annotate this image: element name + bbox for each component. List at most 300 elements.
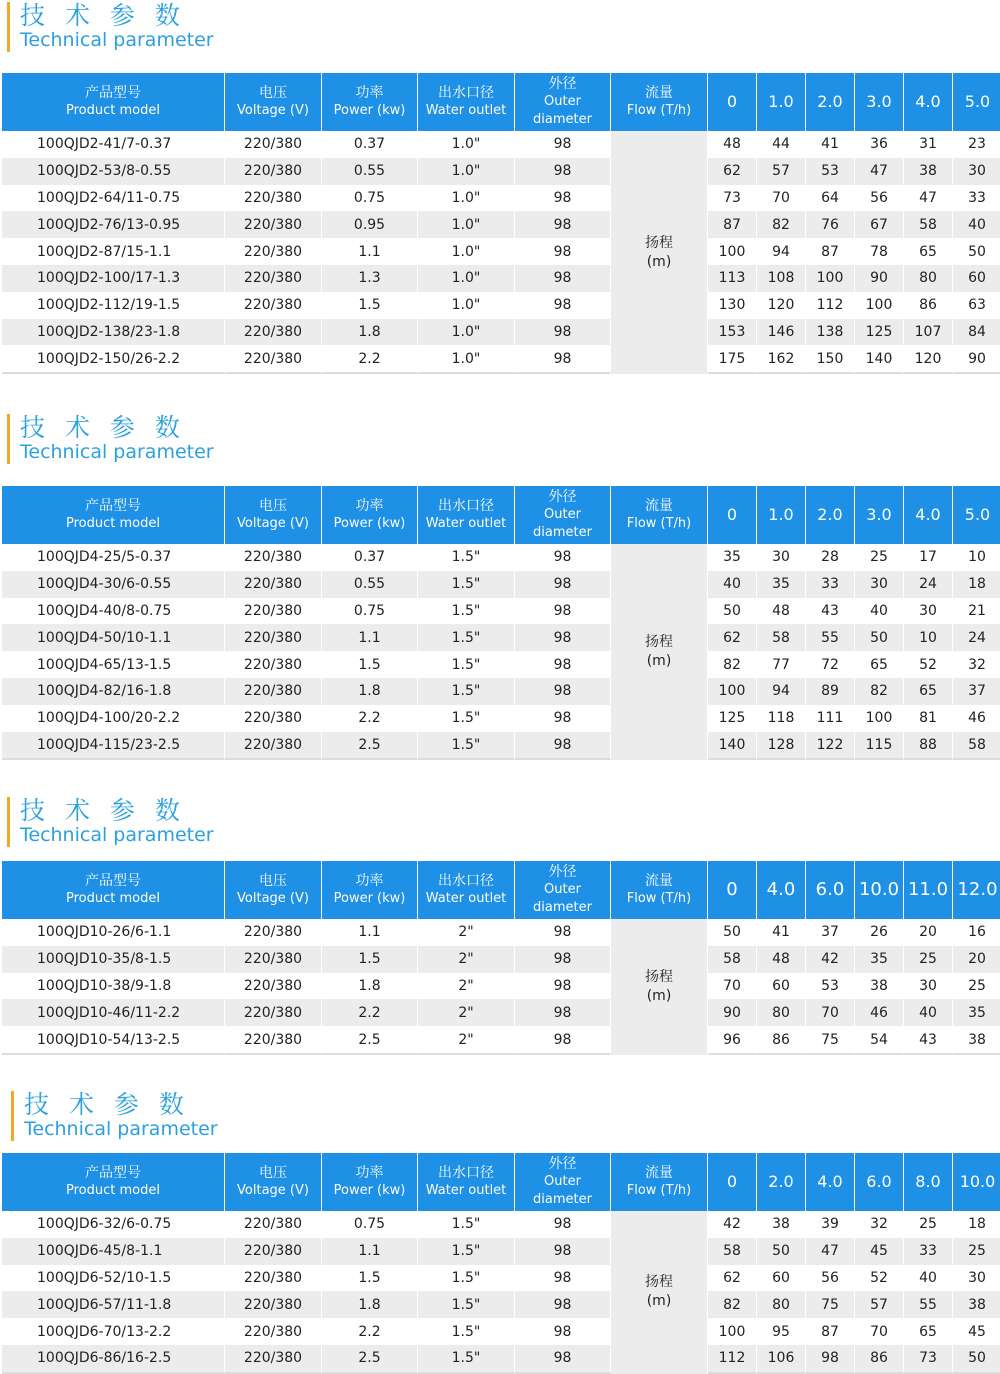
spec-table	[2, 1153, 1000, 1374]
cell-power: 1.3	[322, 265, 418, 292]
header-flow-point: 3.0	[855, 486, 904, 544]
cell-model: 100QJD2-87/15-1.1	[2, 238, 225, 265]
header-model-en: Product model	[66, 516, 160, 531]
header-power-cn: 功率	[355, 1165, 384, 1181]
cell-voltage: 220/380	[225, 732, 322, 761]
cell-head-value: 94	[757, 238, 806, 265]
cell-voltage: 220/380	[225, 999, 322, 1026]
header-flow-point: 3.0	[855, 73, 904, 131]
cell-head-value: 50	[757, 1238, 806, 1265]
cell-head-value: 41	[757, 919, 806, 946]
cell-power: 2.2	[322, 705, 418, 732]
header-voltage-cn: 电压	[259, 873, 287, 889]
cell-head-value: 25	[904, 946, 953, 973]
table-row	[2, 1026, 1000, 1055]
cell-head-value: 58	[953, 732, 1000, 761]
header-voltage-en: Voltage (V)	[237, 516, 309, 531]
cell-voltage: 220/380	[225, 571, 322, 598]
accent-bar	[7, 797, 10, 847]
header-power-cn: 功率	[355, 498, 384, 514]
head-label-cell	[611, 1211, 708, 1374]
header-diameter-en: Outer diameter	[533, 882, 592, 915]
table-row	[2, 544, 1000, 571]
heading-cn: 技 术 参 数	[20, 1, 186, 30]
cell-head-value: 84	[953, 319, 1000, 346]
cell-head-value: 112	[806, 292, 855, 319]
table-row	[2, 292, 1000, 319]
cell-power: 0.55	[322, 158, 418, 185]
cell-head-value: 82	[708, 651, 757, 678]
cell-head-value: 42	[806, 946, 855, 973]
cell-head-value: 108	[757, 265, 806, 292]
table-row	[2, 211, 1000, 238]
cell-head-value: 153	[708, 319, 757, 346]
cell-head-value: 43	[806, 598, 855, 625]
header-row	[2, 486, 1000, 544]
cell-head-value: 18	[953, 571, 1000, 598]
cell-head-value: 75	[806, 1026, 855, 1055]
cell-model: 100QJD6-70/13-2.2	[2, 1318, 225, 1345]
cell-head-value: 86	[855, 1345, 904, 1374]
cell-voltage: 220/380	[225, 678, 322, 705]
cell-voltage: 220/380	[225, 705, 322, 732]
cell-head-value: 38	[953, 1291, 1000, 1318]
table-row	[2, 345, 1000, 374]
header-flow-point: 11.0	[904, 861, 953, 919]
cell-head-value: 56	[806, 1265, 855, 1292]
table-row	[2, 624, 1000, 651]
cell-head-value: 70	[855, 1318, 904, 1345]
table-row	[2, 919, 1000, 946]
cell-voltage: 220/380	[225, 131, 322, 158]
cell-outlet: 1.5"	[418, 1291, 515, 1318]
cell-diameter: 98	[515, 705, 611, 732]
header-flow-point: 1.0	[757, 73, 806, 131]
header-flow-en: Flow (T/h)	[626, 103, 692, 118]
cell-head-value: 63	[953, 292, 1000, 319]
cell-model: 100QJD6-57/11-1.8	[2, 1291, 225, 1318]
cell-outlet: 1.5"	[418, 1265, 515, 1292]
header-flow-cn: 流量	[645, 1165, 673, 1181]
cell-power: 1.1	[322, 1238, 418, 1265]
cell-head-value: 77	[757, 651, 806, 678]
cell-head-value: 53	[806, 158, 855, 185]
cell-model: 100QJD4-30/6-0.55	[2, 571, 225, 598]
cell-head-value: 33	[806, 571, 855, 598]
cell-head-value: 86	[904, 292, 953, 319]
cell-outlet: 1.5"	[418, 1211, 515, 1238]
cell-head-value: 100	[855, 705, 904, 732]
cell-head-value: 80	[757, 999, 806, 1026]
cell-voltage: 220/380	[225, 265, 322, 292]
table-row	[2, 705, 1000, 732]
cell-head-value: 35	[757, 571, 806, 598]
cell-outlet: 1.5"	[418, 624, 515, 651]
cell-head-value: 47	[904, 185, 953, 212]
header-power-en: Power (kw)	[333, 891, 406, 906]
cell-head-value: 100	[855, 292, 904, 319]
table-row	[2, 571, 1000, 598]
cell-head-value: 138	[806, 319, 855, 346]
cell-head-value: 44	[757, 131, 806, 158]
cell-head-value: 40	[708, 571, 757, 598]
cell-head-value: 78	[855, 238, 904, 265]
cell-head-value: 106	[757, 1345, 806, 1374]
cell-head-value: 80	[904, 265, 953, 292]
cell-diameter: 98	[515, 211, 611, 238]
spec-table	[2, 486, 1000, 760]
cell-head-value: 38	[757, 1211, 806, 1238]
header-power	[322, 861, 418, 919]
cell-head-value: 37	[806, 919, 855, 946]
cell-diameter: 98	[515, 185, 611, 212]
heading-en: Technical parameter	[20, 29, 214, 51]
table-row	[2, 1238, 1000, 1265]
cell-head-value: 60	[953, 265, 1000, 292]
cell-outlet: 1.0"	[418, 292, 515, 319]
cell-power: 0.95	[322, 211, 418, 238]
cell-voltage: 220/380	[225, 1211, 322, 1238]
cell-power: 1.8	[322, 973, 418, 1000]
header-model	[2, 1153, 225, 1211]
cell-head-value: 125	[708, 705, 757, 732]
spec-table	[2, 73, 1000, 374]
cell-head-value: 98	[806, 1345, 855, 1374]
cell-voltage: 220/380	[225, 1026, 322, 1055]
header-flow	[611, 486, 708, 544]
header-model-cn: 产品型号	[85, 498, 141, 514]
header-row	[2, 861, 1000, 919]
cell-head-value: 60	[757, 973, 806, 1000]
cell-head-value: 82	[757, 211, 806, 238]
cell-head-value: 125	[855, 319, 904, 346]
cell-head-value: 100	[708, 238, 757, 265]
cell-head-value: 24	[904, 571, 953, 598]
cell-voltage: 220/380	[225, 624, 322, 651]
cell-head-value: 65	[904, 238, 953, 265]
cell-outlet: 2"	[418, 1026, 515, 1055]
cell-voltage: 220/380	[225, 238, 322, 265]
cell-diameter: 98	[515, 598, 611, 625]
cell-model: 100QJD10-35/8-1.5	[2, 946, 225, 973]
cell-head-value: 80	[757, 1291, 806, 1318]
section-heading	[7, 412, 307, 468]
cell-head-value: 28	[806, 544, 855, 571]
cell-diameter: 98	[515, 238, 611, 265]
cell-head-value: 128	[757, 732, 806, 761]
cell-model: 100QJD6-45/8-1.1	[2, 1238, 225, 1265]
cell-head-value: 118	[757, 705, 806, 732]
cell-head-value: 35	[708, 544, 757, 571]
cell-head-value: 45	[953, 1318, 1000, 1345]
cell-head-value: 113	[708, 265, 757, 292]
table-row	[2, 732, 1000, 761]
header-outlet-en: Water outlet	[425, 103, 507, 118]
cell-power: 1.5	[322, 1265, 418, 1292]
head-label-unit: (m)	[646, 1293, 672, 1310]
cell-power: 0.37	[322, 544, 418, 571]
cell-head-value: 40	[953, 211, 1000, 238]
cell-head-value: 50	[953, 1345, 1000, 1374]
cell-head-value: 87	[806, 238, 855, 265]
header-outlet-en: Water outlet	[425, 1183, 507, 1198]
cell-model: 100QJD2-53/8-0.55	[2, 158, 225, 185]
table-row	[2, 1318, 1000, 1345]
cell-outlet: 1.5"	[418, 705, 515, 732]
cell-outlet: 1.5"	[418, 732, 515, 761]
header-power	[322, 73, 418, 131]
cell-outlet: 1.5"	[418, 1345, 515, 1374]
table-row	[2, 598, 1000, 625]
header-model-cn: 产品型号	[85, 873, 141, 889]
cell-head-value: 25	[953, 973, 1000, 1000]
cell-head-value: 87	[708, 211, 757, 238]
cell-head-value: 40	[904, 999, 953, 1026]
cell-voltage: 220/380	[225, 345, 322, 374]
table-row	[2, 946, 1000, 973]
cell-head-value: 50	[953, 238, 1000, 265]
header-diameter-en: Outer diameter	[533, 94, 592, 127]
header-diameter-cn: 外径	[548, 1156, 577, 1172]
section-heading	[11, 1089, 311, 1145]
cell-voltage: 220/380	[225, 292, 322, 319]
header-flow-point: 10.0	[855, 861, 904, 919]
cell-head-value: 94	[757, 678, 806, 705]
head-label-cn: 扬程	[645, 234, 673, 251]
header-flow-point: 0	[708, 73, 757, 131]
cell-head-value: 175	[708, 345, 757, 374]
header-power-en: Power (kw)	[333, 1183, 406, 1198]
header-diameter	[515, 73, 611, 131]
spec-table	[2, 861, 1000, 1055]
cell-head-value: 48	[757, 946, 806, 973]
cell-head-value: 39	[806, 1211, 855, 1238]
cell-head-value: 47	[806, 1238, 855, 1265]
cell-head-value: 45	[855, 1238, 904, 1265]
cell-power: 1.5	[322, 292, 418, 319]
cell-model: 100QJD2-76/13-0.95	[2, 211, 225, 238]
cell-head-value: 70	[806, 999, 855, 1026]
cell-head-value: 53	[806, 973, 855, 1000]
heading-en: Technical parameter	[20, 824, 214, 846]
header-model-en: Product model	[66, 1183, 160, 1198]
header-flow-cn: 流量	[645, 873, 673, 889]
cell-head-value: 23	[953, 131, 1000, 158]
cell-diameter: 98	[515, 131, 611, 158]
cell-head-value: 35	[855, 946, 904, 973]
cell-head-value: 112	[708, 1345, 757, 1374]
cell-power: 2.5	[322, 1026, 418, 1055]
cell-power: 1.8	[322, 319, 418, 346]
cell-head-value: 75	[806, 1291, 855, 1318]
header-flow-point: 6.0	[855, 1153, 904, 1211]
cell-head-value: 32	[953, 651, 1000, 678]
cell-head-value: 30	[904, 598, 953, 625]
cell-head-value: 52	[904, 651, 953, 678]
cell-head-value: 21	[953, 598, 1000, 625]
cell-outlet: 1.5"	[418, 598, 515, 625]
cell-head-value: 150	[806, 345, 855, 374]
heading-en: Technical parameter	[24, 1118, 218, 1140]
cell-head-value: 30	[855, 571, 904, 598]
header-flow-point: 0	[708, 1153, 757, 1211]
cell-outlet: 1.5"	[418, 651, 515, 678]
cell-outlet: 1.5"	[418, 1238, 515, 1265]
cell-outlet: 1.0"	[418, 345, 515, 374]
cell-head-value: 40	[904, 1265, 953, 1292]
cell-model: 100QJD10-54/13-2.5	[2, 1026, 225, 1055]
header-flow-point: 12.0	[953, 861, 1000, 919]
table-row	[2, 678, 1000, 705]
cell-head-value: 42	[708, 1211, 757, 1238]
header-diameter	[515, 861, 611, 919]
cell-model: 100QJD4-100/20-2.2	[2, 705, 225, 732]
cell-head-value: 20	[904, 919, 953, 946]
header-model-en: Product model	[66, 891, 160, 906]
header-outlet-cn: 出水口径	[438, 85, 494, 101]
header-diameter-cn: 外径	[548, 864, 577, 880]
cell-head-value: 76	[806, 211, 855, 238]
header-voltage-cn: 电压	[259, 85, 287, 101]
cell-head-value: 38	[904, 158, 953, 185]
cell-head-value: 62	[708, 158, 757, 185]
header-voltage	[225, 1153, 322, 1211]
cell-model: 100QJD4-82/16-1.8	[2, 678, 225, 705]
cell-head-value: 90	[953, 345, 1000, 374]
cell-head-value: 122	[806, 732, 855, 761]
cell-voltage: 220/380	[225, 319, 322, 346]
cell-voltage: 220/380	[225, 1238, 322, 1265]
cell-head-value: 60	[757, 1265, 806, 1292]
cell-diameter: 98	[515, 946, 611, 973]
cell-head-value: 46	[855, 999, 904, 1026]
cell-voltage: 220/380	[225, 973, 322, 1000]
cell-head-value: 65	[904, 1318, 953, 1345]
accent-bar	[7, 2, 10, 52]
cell-power: 1.8	[322, 1291, 418, 1318]
cell-head-value: 58	[708, 1238, 757, 1265]
cell-voltage: 220/380	[225, 211, 322, 238]
head-label-cell	[611, 544, 708, 760]
cell-diameter: 98	[515, 1265, 611, 1292]
header-flow-point: 4.0	[904, 486, 953, 544]
header-flow-point: 2.0	[806, 486, 855, 544]
cell-outlet: 1.0"	[418, 131, 515, 158]
header-flow-point: 6.0	[806, 861, 855, 919]
cell-head-value: 36	[855, 131, 904, 158]
cell-head-value: 100	[708, 678, 757, 705]
cell-power: 0.75	[322, 598, 418, 625]
header-model-en: Product model	[66, 103, 160, 118]
header-row	[2, 1153, 1000, 1211]
head-label-cn: 扬程	[645, 634, 673, 651]
cell-head-value: 10	[904, 624, 953, 651]
header-diameter-cn: 外径	[548, 489, 577, 505]
cell-power: 2.2	[322, 345, 418, 374]
table-row	[2, 973, 1000, 1000]
cell-head-value: 25	[904, 1211, 953, 1238]
cell-head-value: 70	[757, 185, 806, 212]
header-outlet	[418, 861, 515, 919]
header-diameter	[515, 1153, 611, 1211]
header-power-en: Power (kw)	[333, 103, 406, 118]
header-flow-en: Flow (T/h)	[626, 891, 692, 906]
cell-head-value: 107	[904, 319, 953, 346]
cell-head-value: 32	[855, 1211, 904, 1238]
table-row	[2, 265, 1000, 292]
cell-outlet: 1.0"	[418, 238, 515, 265]
cell-power: 1.5	[322, 651, 418, 678]
cell-power: 0.55	[322, 571, 418, 598]
cell-power: 1.1	[322, 624, 418, 651]
cell-head-value: 37	[953, 678, 1000, 705]
table-row	[2, 185, 1000, 212]
header-power-en: Power (kw)	[333, 516, 406, 531]
head-label-cn: 扬程	[645, 1274, 673, 1291]
cell-diameter: 98	[515, 732, 611, 761]
header-flow-point: 4.0	[904, 73, 953, 131]
cell-model: 100QJD2-112/19-1.5	[2, 292, 225, 319]
cell-model: 100QJD6-52/10-1.5	[2, 1265, 225, 1292]
cell-voltage: 220/380	[225, 598, 322, 625]
cell-voltage: 220/380	[225, 1345, 322, 1374]
cell-outlet: 1.5"	[418, 544, 515, 571]
cell-head-value: 82	[708, 1291, 757, 1318]
cell-head-value: 67	[855, 211, 904, 238]
cell-model: 100QJD4-115/23-2.5	[2, 732, 225, 761]
cell-diameter: 98	[515, 319, 611, 346]
cell-diameter: 98	[515, 292, 611, 319]
section-heading	[7, 795, 307, 851]
cell-head-value: 81	[904, 705, 953, 732]
cell-head-value: 58	[757, 624, 806, 651]
header-model	[2, 486, 225, 544]
header-model-cn: 产品型号	[85, 85, 141, 101]
heading-en: Technical parameter	[20, 441, 214, 463]
header-power-cn: 功率	[355, 873, 384, 889]
cell-diameter: 98	[515, 651, 611, 678]
table-row	[2, 1265, 1000, 1292]
header-flow-point: 5.0	[953, 486, 1000, 544]
header-power	[322, 486, 418, 544]
cell-power: 0.75	[322, 1211, 418, 1238]
table-row	[2, 1345, 1000, 1374]
header-model-cn: 产品型号	[85, 1165, 141, 1181]
cell-head-value: 140	[855, 345, 904, 374]
header-voltage-en: Voltage (V)	[237, 891, 309, 906]
cell-head-value: 41	[806, 131, 855, 158]
header-model	[2, 861, 225, 919]
cell-head-value: 115	[855, 732, 904, 761]
head-label-cell	[611, 919, 708, 1055]
cell-head-value: 146	[757, 319, 806, 346]
table-row	[2, 319, 1000, 346]
cell-voltage: 220/380	[225, 158, 322, 185]
cell-outlet: 2"	[418, 919, 515, 946]
cell-head-value: 25	[953, 1238, 1000, 1265]
cell-head-value: 43	[904, 1026, 953, 1055]
cell-head-value: 62	[708, 1265, 757, 1292]
cell-head-value: 120	[757, 292, 806, 319]
header-diameter-cn: 外径	[548, 76, 577, 92]
cell-head-value: 70	[708, 973, 757, 1000]
cell-head-value: 90	[708, 999, 757, 1026]
cell-head-value: 55	[806, 624, 855, 651]
cell-voltage: 220/380	[225, 946, 322, 973]
cell-diameter: 98	[515, 1291, 611, 1318]
heading-cn: 技 术 参 数	[24, 1090, 190, 1119]
cell-head-value: 140	[708, 732, 757, 761]
